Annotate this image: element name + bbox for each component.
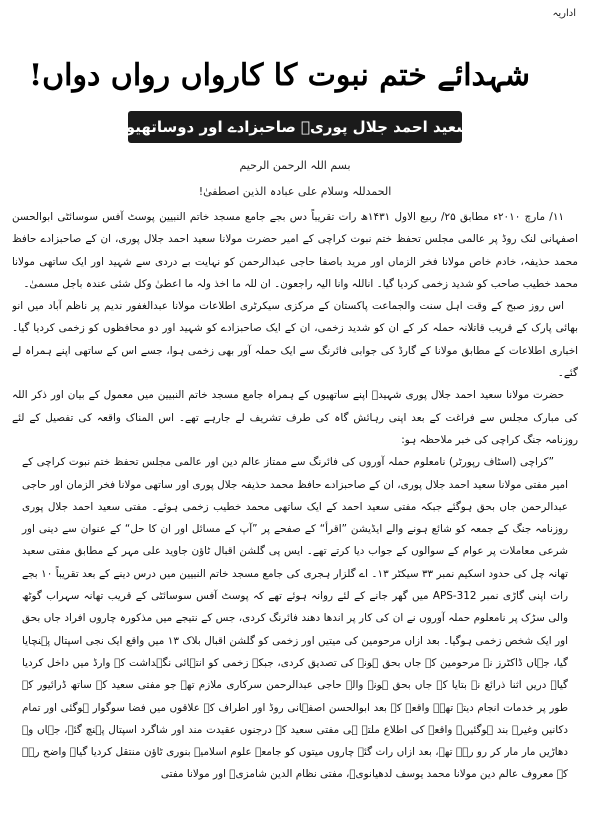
- opening-praise: الحمدللہ وسلام علی عبادہ الذین اصطفیٰ!: [198, 185, 392, 198]
- paragraph: ۱۱/ مارچ ۲۰۱۰ء مطابق ۲۵/ ربیع الاول ۱۴۳۱ھ رات تقریباً دس بجے جامع مسجد خاتم النبیین پوسٹ آفس سوسائٹی ابوالحسن اصفہانی لنک روڈ پر عالمی مجلس تحفظ ختم نبوت کراچی کے امیر حضرت مولانا سعید احمد جلال پوری، ان کے صاحبزادے حافظ محمد حذیفہ، خادم خاص مولانا فخر الزماں اور مرید باصفا حاجی عبدالرحمن کو نہایت بے دردی سے شہید اور ایک ساتھی مولانا محمد خطیب صاحب کو شدید زخمی کردیا گیا۔ اناللہ وانا الیہ راجعون۔ ان للہ ما اخذ ولہ ما اعطیٰ وکل شئی عندہ باجل مسمیٰ۔: [12, 211, 578, 290]
- news-quote: ”کراچی (اسٹاف رپورٹر) نامعلوم حملہ آوروں کی فائرنگ سے ممتاز عالم دین اور عالمی مجلس تحفظ ختم نبوت کراچی کے امیر مفتی مولانا سعید احمد جلال پوری، ان کے صاحبزادے حافظ محمد حذیفہ جلال پوری اور ساتھی مولانا فخر الزمان اور حاجی عبدالرحمن جاں بحق ہوگئے جبکہ مفتی سعید احمد کے ایک ساتھی محمد خطیب زخمی ہوئے۔ مفتی سعید احمد جلال پوری روزنامہ جنگ کے جمعہ کو شائع ہونے والے ایڈیشن ”اقرأ“ کے صفحے پر ”آپ کے مسائل اور ان کا حل“ کے عنوان سے دینی اور شرعی معاملات پر عوام کے سوالوں کے جواب دیا کرتے تھے۔ ایس پی گلشن اقبال ٹاؤن جاوید علی مہر کے مطابق مفتی سعید تھانہ چل کی حدود اسکیم نمبر ۳۳ سیکٹر ۱۳۔ اے گلزار ہجری کی جامع مسجد خاتم النبیین میں درس دینے کے بعد تقریباً ۱۰ بجے رات اپنی گاڑی نمبر APS-312 میں گھر جانے کے لئے روانہ ہوئے تھے کہ پوسٹ آفس سوسائٹی کے قریب تھانہ سہراب گوٹھ والی سڑک پر نامعلوم حملہ آوروں نے ان کی کار پر اندھا دھند فائرنگ کردی، جس کے نتیجے میں مذکورہ چاروں افراد جاں بحق اور ایک شخص زخمی ہوگیا۔ بعد ازاں مرحومین کی میتیں اور زخمی کو گلشن اقبال بلاک ۱۳ میں واقع ایک نجی اسپتال پہنچایا گیا، جہاں ڈاکٹرز نے مرحومین کے جاں بحق ہونے کی تصدیق کردی، جبکہ زخمی کو انتہائی نگہداشت کے وارڈ میں داخل کردیا گیا۔ دریں اثنا ذرائع نے بتایا کہ جاں بحق ہونے والے حاجی عبدالرحمن سرکاری ملازم تھے جو مفتی سعید کے ساتھ ڈرائیور کے طور پر خدمات انجام دیتے تھے۔ واقعے کے بعد ابوالحسن اصفہانی روڈ اور اطراف کے علاقوں میں فضا سوگوار ہوگئی اور تمام دکانیں وغیرہ بند ہوگئیں۔ واقعے کی اطلاع ملتے ہی مفتی سعید کے درجنوں عقیدت مند اور شاگرد اسپتال پہنچ گئے، جہاں وہ دھاڑیں مار مار کر رو رہے تھے، بعد ازاں رات گئے چاروں میتوں کو جامعہ علوم اسلامیہ بنوری ٹاؤن منتقل کردیا گیا۔ واضح رہے کہ معروف عالم دین مولانا محمد یوسف لدھیانویؒ، مفتی نظام الدین شامزیؒ اور مولانا مفتی: [22, 456, 568, 781]
- subtitle-banner: [17, 111, 573, 143]
- paragraph: حضرت مولانا سعید احمد جلال پوری شہیدؒ اپنے ساتھیوں کے ہمراہ جامع مسجد خاتم النبیین میں معمول کے بیان اور ذکر اللہ کی مبارک مجلس سے فراغت کے بعد اپنی رہائش گاہ کی طرف تشریف لے جارہے تھے۔ اس المناک واقعہ کی تفصیل کے لئے روزنامہ جنگ کراچی کی خبر ملاحظہ ہو:: [12, 389, 578, 446]
- page-title: شہدائے ختم نبوت کا کارواں رواں دواں!: [28, 58, 530, 93]
- article-body: [12, 206, 578, 810]
- subtitle-text: حضرت مولانا سعید احمد جلال پوریؒ صاحبزادے اور دوساتھیوں سمیت شہید: [17, 118, 573, 136]
- bismillah-line: بسم اللہ الرحمن الرحیم: [239, 159, 351, 172]
- section-label: اداریہ: [552, 8, 576, 19]
- paragraph: اس روز صبح کے وقت اہل سنت والجماعت پاکستان کے مرکزی سیکرٹری اطلاعات مولانا عبدالغفور ندیم پر ناظم آباد میں انو بھائی پارک کے قریب قاتلانہ حملہ کر کے ان کو شدید زخمی، ان کے ایک صاحبزادے کو شہید اور دو محافظوں کو زخمی کردیا گیا۔ اخباری اطلاعات کے مطابق مولانا کے گارڈ کی جوابی فائرنگ سے ایک حملہ آور بھی زخمی ہوا، جسے اس کے ساتھی اپنے ہمراہ لے گئے۔: [12, 300, 578, 380]
